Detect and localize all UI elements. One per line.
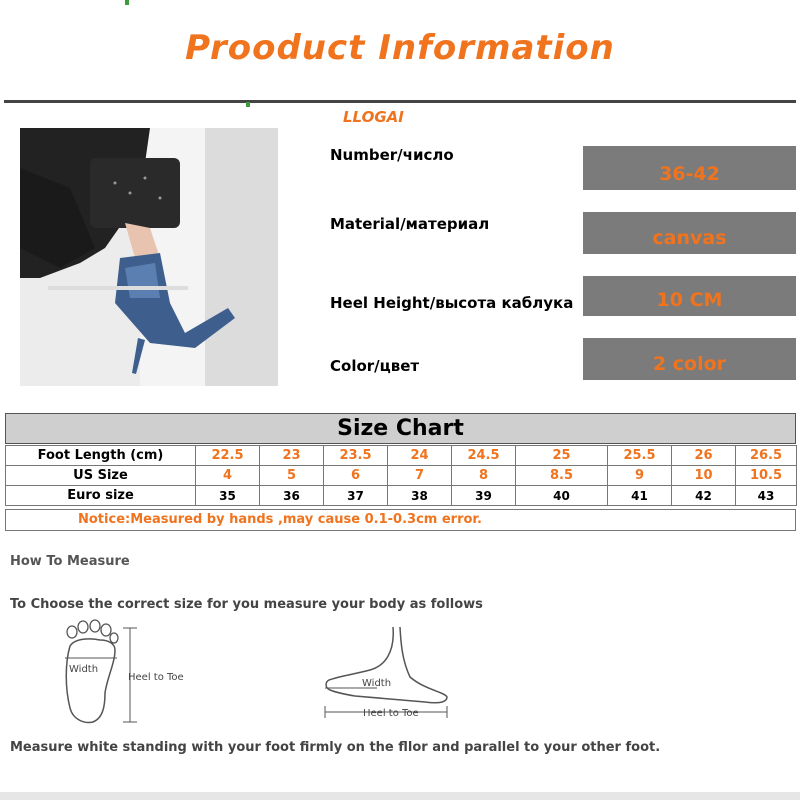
table-cell: 23.5 <box>324 446 388 466</box>
table-cell: 22.5 <box>196 446 260 466</box>
row-label: Foot Length (cm) <box>6 446 196 466</box>
table-cell: 24.5 <box>452 446 516 466</box>
table-cell: 41 <box>608 486 672 506</box>
size-chart-title: Size Chart <box>5 413 796 444</box>
measure-instruction: To Choose the correct size for you measure your body as follows <box>10 597 483 612</box>
table-row <box>6 446 797 466</box>
table-cell: 43 <box>736 486 797 506</box>
row-label: Euro size <box>6 486 196 506</box>
table-row <box>6 486 797 506</box>
spec-label-color: Color/цвет <box>330 357 420 375</box>
table-cell: 35 <box>196 486 260 506</box>
green-mark <box>125 0 129 5</box>
table-cell: 8.5 <box>516 466 608 486</box>
table-cell: 26.5 <box>736 446 797 466</box>
brand-logo-text: LLOGAI <box>343 108 404 126</box>
table-cell: 39 <box>452 486 516 506</box>
table-cell: 5 <box>260 466 324 486</box>
width-label: Width <box>69 664 99 675</box>
spec-value-heel-height: 10 CM <box>583 276 796 316</box>
table-cell: 9 <box>608 466 672 486</box>
spec-label-heel-height: Heel Height/высота каблука <box>330 294 574 312</box>
bottom-bar <box>0 792 800 800</box>
table-cell: 40 <box>516 486 608 506</box>
spec-value-material: canvas <box>583 212 796 254</box>
foot-side-diagram <box>315 622 465 726</box>
green-mark <box>246 102 250 107</box>
spec-label-material: Material/материал <box>330 215 490 233</box>
spec-value-color: 2 color <box>583 338 796 380</box>
size-notice: Notice:Measured by hands ,may cause 0.1-0.3cm error. <box>5 509 796 531</box>
table-cell: 26 <box>672 446 736 466</box>
table-cell: 38 <box>388 486 452 506</box>
row-label: US Size <box>6 466 196 486</box>
divider <box>4 100 796 103</box>
foot-top-diagram <box>55 618 215 732</box>
page-title: Prooduct Information <box>185 28 615 68</box>
product-photo <box>20 128 278 386</box>
measure-footer-note: Measure white standing with your foot firmly on the fllor and parallel to your other foot. <box>10 740 661 755</box>
heel-to-toe-label: Heel to Toe <box>363 708 419 719</box>
table-cell: 4 <box>196 466 260 486</box>
heel-to-toe-label: Heel to Toe <box>128 672 184 683</box>
how-to-measure-heading: How To Measure <box>10 554 130 569</box>
table-cell: 10 <box>672 466 736 486</box>
table-cell: 36 <box>260 486 324 506</box>
table-cell: 25.5 <box>608 446 672 466</box>
table-cell: 23 <box>260 446 324 466</box>
width-label: Width <box>362 678 392 689</box>
table-cell: 25 <box>516 446 608 466</box>
table-cell: 24 <box>388 446 452 466</box>
spec-value-number: 36-42 <box>583 146 796 190</box>
size-chart-table <box>5 445 797 506</box>
table-cell: 37 <box>324 486 388 506</box>
table-cell: 6 <box>324 466 388 486</box>
table-cell: 7 <box>388 466 452 486</box>
spec-label-number: Number/число <box>330 146 454 164</box>
table-row <box>6 466 797 486</box>
table-cell: 42 <box>672 486 736 506</box>
table-cell: 10.5 <box>736 466 797 486</box>
table-cell: 8 <box>452 466 516 486</box>
